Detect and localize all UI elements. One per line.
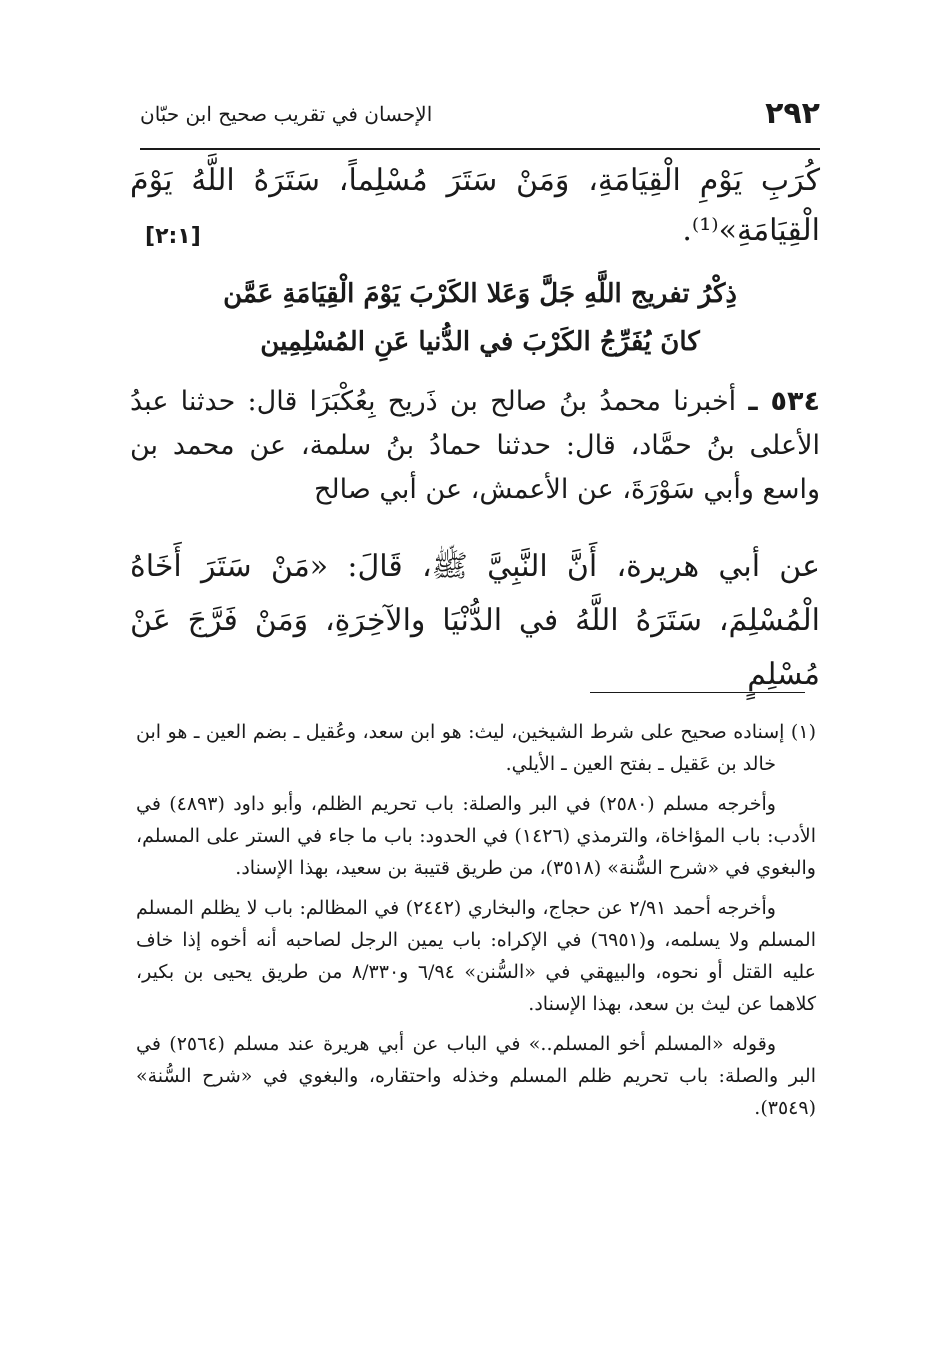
hadith-matn: عن أبي هريرة، أَنَّ النَّبِيَّ ﷺ، قَالَ: «مَنْ سَتَرَ أَخَاهُ الْمُسْلِمَ، سَتَرَهُ اللَّهُ في الدُّنْيَا والآخِرَةِ، وَمَنْ فَرَّجَ عَنْ مُسْلِمٍ xyxy=(130,549,820,692)
chapter-title-line2: كانَ يُفَرِّجُ الكَرْبَ في الدُّنيا عَنِ المُسْلِمِين xyxy=(260,327,700,357)
running-title: الإحسان في تقريب صحيح ابن حبّان xyxy=(140,102,433,126)
chapter-title-line1: ذِكْرُ تفريج اللَّهِ جَلَّ وَعَلا الكَرْبَ يَوْمَ الْقِيَامَةِ عَمَّن xyxy=(223,279,737,309)
previous-hadith-ending: كُرَبِ يَوْمِ الْقِيَامَةِ، وَمَنْ سَتَرَ مُسْلِماً، سَتَرَهُ اللَّهُ يَوْمَ الْقِيَامَةِ»⁽¹⁾. xyxy=(130,163,820,248)
footnote-1: (١) إسناده صحيح على شرط الشيخين، ليث: هو ابن سعد، وعُقيل ـ بضم العين ـ هو ابن خالد بن عَقيل ـ بفتح العين ـ الأيلي. xyxy=(136,721,816,775)
isnad-text: أخبرنا محمدُ بنُ صالح بن ذَريح بِعُكْبَرَا قال: حدثنا عبدُ الأعلى بنُ حمَّاد، قال: حدثنا حمادُ بنُ سلمة، عن محمد بن واسع وأبي سَوْرَةَ، عن الأعمش، عن أبي صالح xyxy=(130,386,820,505)
footnote-paragraph: وقوله «المسلم أخو المسلم..» في الباب عن أبي هريرة عند مسلم (٢٥٦٤) في البر والصلة: باب تحريم ظلم المسلم وخذله واحتقاره، والبغوي في «شرح السُّنة» (٣٥٤٩). xyxy=(136,1033,816,1119)
footnotes xyxy=(136,716,816,1132)
hadith-reference: [٢:١] xyxy=(145,224,201,249)
footnote-separator xyxy=(590,692,805,693)
footnote-paragraph: وأخرجه أحمد ٢/٩١ عن حجاج، والبخاري (٢٤٤٢) في المظالم: باب لا يظلم المسلم المسلم ولا يسلمه، و(٦٩٥١) في الإكراه: باب يمين الرجل لصاحبه أنه أخوه إذا خاف عليه القتل أو نحوه، والبيهقي في «السُّنن» ٦/٩٤ و٨/٣٣٠ من طريق يحيى بن بكير، كلاهما عن ليث بن سعد، بهذا الإسناد. xyxy=(136,897,816,1015)
chapter-title xyxy=(140,270,820,366)
footnote-paragraph: وأخرجه مسلم (٢٥٨٠) في البر والصلة: باب تحريم الظلم، وأبو داود (٤٨٩٣) في الأدب: باب المؤاخاة، والترمذي (١٤٢٦) في الحدود: باب ما جاء في الستر على المسلم، والبغوي في «شرح السُّنة» (٣٥١٨)، من طريق قتيبة بن سعيد، بهذا الإسناد. xyxy=(136,793,816,879)
page-header xyxy=(140,96,820,140)
page-number: ٢٩٢ xyxy=(765,96,820,131)
hadith-number: ٥٣٤ ـ xyxy=(748,386,820,417)
header-rule xyxy=(140,148,820,150)
hadith-isnad xyxy=(130,380,820,512)
